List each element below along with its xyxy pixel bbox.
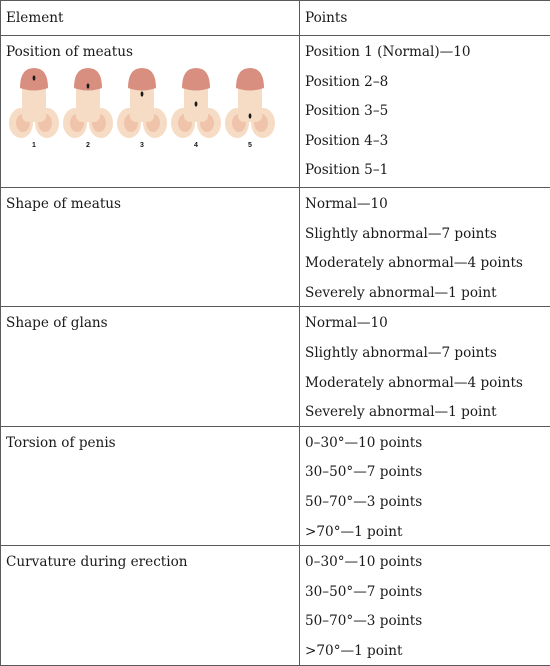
points-item: Slightly abnormal—7 points xyxy=(305,218,550,248)
points-cell xyxy=(300,307,550,426)
figure-label: 2 xyxy=(86,142,90,150)
figure-label: 1 xyxy=(32,142,36,150)
points-item: Position 5–1 xyxy=(305,154,550,184)
points-cell xyxy=(300,426,550,545)
points-item: Position 3–5 xyxy=(305,95,550,125)
element-label: Torsion of penis xyxy=(6,427,299,452)
element-cell xyxy=(1,307,300,426)
points-item: Moderately abnormal—4 points xyxy=(305,367,550,397)
points-item: 0–30°—10 points xyxy=(305,427,550,457)
points-item: Slightly abnormal—7 points xyxy=(305,337,550,367)
penis-illustration-icon xyxy=(225,66,275,138)
element-cell xyxy=(1,546,300,665)
meatus-figure-2 xyxy=(63,66,113,150)
penis-illustration-icon xyxy=(171,66,221,138)
points-item: Position 1 (Normal)—10 xyxy=(305,36,550,66)
element-label: Shape of meatus xyxy=(6,188,299,213)
points-item: Severely abnormal—1 point xyxy=(305,277,550,307)
header-points: Points xyxy=(300,1,550,36)
table-row xyxy=(1,36,550,188)
points-item: >70°—1 point xyxy=(305,635,550,665)
penis-illustration-icon xyxy=(63,66,113,138)
points-item: 30–50°—7 points xyxy=(305,456,550,486)
element-label: Curvature during erection xyxy=(6,546,299,571)
meatus-position-figures xyxy=(9,66,299,150)
element-label: Shape of glans xyxy=(6,307,299,332)
table-row xyxy=(1,307,550,426)
table-row xyxy=(1,188,550,307)
element-label: Position of meatus xyxy=(6,36,299,61)
table-row xyxy=(1,546,550,665)
element-cell xyxy=(1,36,300,188)
element-cell xyxy=(1,188,300,307)
figure-label: 4 xyxy=(194,142,198,150)
table-header-row xyxy=(1,1,550,36)
meatus-figure-5 xyxy=(225,66,275,150)
points-item: Normal—10 xyxy=(305,307,550,337)
points-item: 50–70°—3 points xyxy=(305,486,550,516)
penis-illustration-icon xyxy=(9,66,59,138)
points-cell xyxy=(300,546,550,665)
points-item: 0–30°—10 points xyxy=(305,546,550,576)
element-cell xyxy=(1,426,300,545)
points-item: Position 2–8 xyxy=(305,66,550,96)
points-item: 30–50°—7 points xyxy=(305,576,550,606)
points-item: Normal—10 xyxy=(305,188,550,218)
meatus-figure-1 xyxy=(9,66,59,150)
points-item: Severely abnormal—1 point xyxy=(305,396,550,426)
meatus-figure-3 xyxy=(117,66,167,150)
points-cell xyxy=(300,188,550,307)
points-item: 50–70°—3 points xyxy=(305,605,550,635)
header-element: Element xyxy=(1,1,300,36)
points-item: Position 4–3 xyxy=(305,125,550,155)
penis-illustration-icon xyxy=(117,66,167,138)
meatus-figure-4 xyxy=(171,66,221,150)
figure-label: 5 xyxy=(248,142,252,150)
table-row xyxy=(1,426,550,545)
figure-label: 3 xyxy=(140,142,144,150)
points-item: Moderately abnormal—4 points xyxy=(305,247,550,277)
points-item: >70°—1 point xyxy=(305,516,550,546)
points-cell xyxy=(300,36,550,188)
